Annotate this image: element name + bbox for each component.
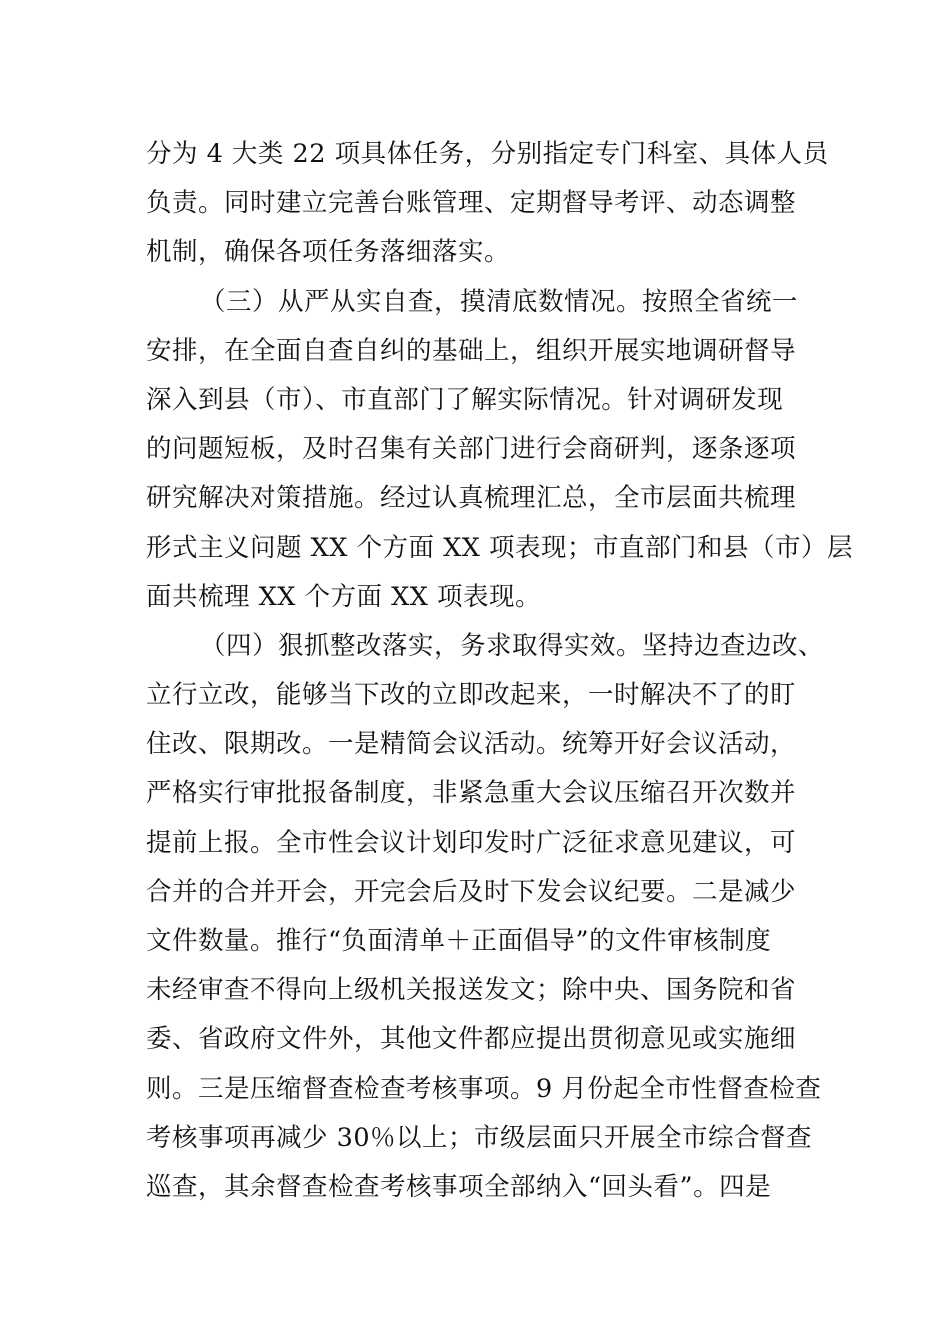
text-line: 形式主义问题 XX 个方面 XX 项表现；市直部门和县（市）层	[146, 532, 854, 563]
text-line: 立行立改，能够当下改的立即改起来，一时解决不了的盯	[146, 680, 797, 711]
text-line: 安排，在全面自查自纠的基础上，组织开展实地调研督导	[146, 335, 797, 366]
text-line: 提前上报。全市性会议计划印发时广泛征求意见建议，可	[146, 827, 797, 858]
text-line: 深入到县（市）、市直部门了解实际情况。针对调研发现	[146, 384, 784, 415]
text-line: 面共梳理 XX 个方面 XX 项表现。	[146, 581, 542, 612]
text-line: 住改、限期改。一是精简会议活动。统筹开好会议活动，	[146, 729, 797, 760]
text-line: 未经审查不得向上级机关报送发文；除中央、国务院和省	[146, 975, 797, 1006]
text-line: 严格实行审批报备制度，非紧急重大会议压缩召开次数并	[146, 778, 797, 809]
text-line: 负责。同时建立完善台账管理、定期督导考评、动态调整	[146, 188, 797, 219]
document-body	[146, 130, 854, 1212]
text-line: 则。三是压缩督查检查考核事项。9 月份起全市性督查检查	[146, 1073, 822, 1104]
text-line: 研究解决对策措施。经过认真梳理汇总，全市层面共梳理	[146, 483, 797, 514]
text-line: 考核事项再减少 30％以上；市级层面只开展全市综合督查	[146, 1122, 813, 1153]
text-line: 文件数量。推行“负面清单＋正面倡导”的文件审核制度	[146, 926, 772, 956]
text-line: 合并的合并开会，开完会后及时下发会议纪要。二是减少	[146, 876, 797, 907]
text-line: 分为 4 大类 22 项具体任务，分别指定专门科室、具体人员	[146, 139, 829, 169]
section-heading-line: （三）从严从实自查，摸清底数情况。按照全省统一	[200, 286, 799, 317]
text-line: 机制，确保各项任务落细落实。	[146, 237, 511, 268]
text-line: 巡查，其余督查检查考核事项全部纳入“回头看”。四是	[146, 1171, 772, 1202]
section-heading-line: （四）狠抓整改落实，务求取得实效。坚持边查边改、	[200, 630, 825, 661]
text-line: 委、省政府文件外，其他文件都应提出贯彻意见或实施细	[146, 1024, 797, 1055]
text-line: 的问题短板，及时召集有关部门进行会商研判，逐条逐项	[146, 434, 797, 465]
